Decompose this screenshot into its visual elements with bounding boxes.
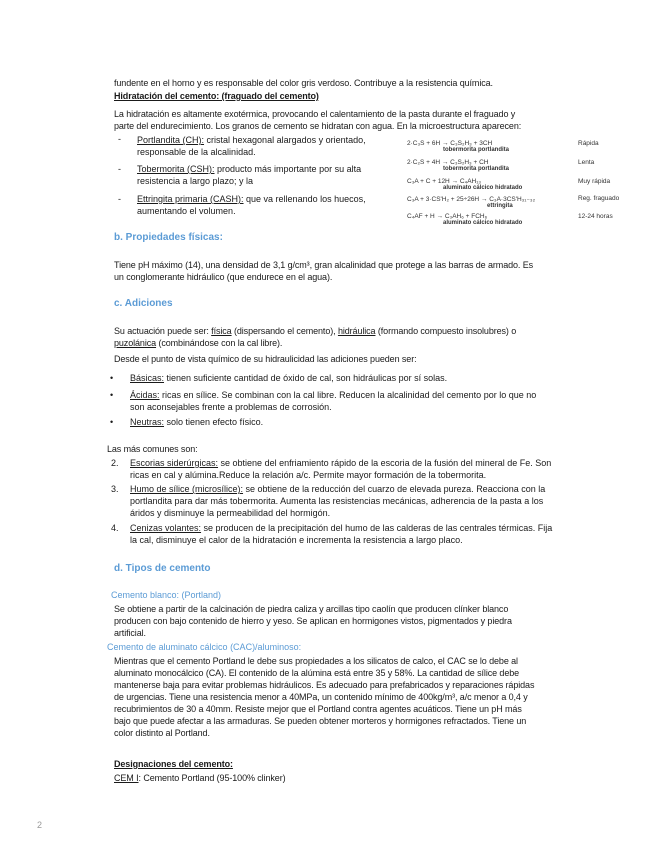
list-item-tobermorita: Tobermorita (CSH): producto más importante por su alta [137,164,362,174]
cemento-cac-line: bajo que puede afectar a las armaduras. Se pueden obtener morteros y hormigones refractados. Tiene un [114,716,527,726]
reaction-rate: Lenta [578,159,595,166]
reaction-products: aluminato cálcico hidratado [443,220,523,226]
bullet-dot: • [110,373,114,383]
reaction-equation: 2·C₃S + 6H → C₃S₂H₃ + 3CH [407,140,493,147]
reaction-equation: 2·C₂S + 4H → C₃S₂H₃ + CH [407,159,489,166]
reaction-row [407,178,619,185]
reaction-row [407,195,619,203]
reaction-products: aluminato cálcico hidratado [443,185,523,191]
bullet: - [118,134,121,144]
list-item-cenizas-cont: la cal, disminuye el calor de la hidratación e incrementa la resistencia a largo placo. [130,535,463,545]
hidratacion-para-line2: parte del endurecimiento. Los granos de cemento se hidratan con agua. En la microestructura aparecen: [114,121,522,131]
list-item-portlandita: Portlandita (CH): cristal hexagonal alargados y orientado, [137,135,366,145]
bullet-dot: • [110,417,114,427]
reaction-rate: Muy rápida [578,178,611,185]
adiciones-actuacion: Su actuación puede ser: física (dispersando el cemento), hidráulica (formando compuesto insolubres) o [114,326,517,336]
cemento-cac-line: Mientras que el cemento Portland le debe sus propiedades a los silicatos de calco, el CAC se lo debe al [114,656,518,666]
list-item-neutras: Neutras: solo tienen efecto físico. [130,417,264,427]
adiciones-heading: c. Adiciones [114,298,173,309]
list-item-humo-silice-cont: portlandita para dar más tobermorita. Aumenta las resistencias mecánicas, adherencia de la pasta a los [130,496,544,506]
cemento-cac-line: color distinto al Portland. [114,728,210,738]
reaction-products: tobermorita portlandita [443,166,510,172]
designaciones-heading: Designaciones del cemento: [114,759,233,769]
cemento-cac-line: recubrimientos de 30 a 40mm. Resiste mejor que el Portland contra agentes acuáticos. Tiene un pH más [114,704,522,714]
reaction-products: tobermorita portlandita [443,147,510,153]
cemento-blanco-title: Cemento blanco: (Portland) [111,590,222,600]
cemento-blanco-line: artificial. [114,628,146,638]
cemento-cac-line: aluminato monocálcico (CA). El contenido de la alúmina está entre 35 y 58%. La cantidad de sílice debe [114,668,520,678]
comunes-intro: Las más comunes son: [107,444,198,454]
hydration-reactions-table [407,140,619,226]
cemento-cac-line: mantenerse baja para evitar problemas hidráulicos. Es adecuado para prefabricados y reparaciones rápidas [114,680,535,690]
adiciones-actuacion-cont: puzolánica (combinándose con la cal libre). [114,338,283,348]
designacion-cem-i: CEM I: Cemento Portland (95-100% clinker) [114,773,286,783]
intro-line: fundente en el horno y es responsable del color gris verdoso. Contribuye a la resistencia química. [114,78,493,88]
reaction-products-row [407,220,619,226]
list-number: 2. [111,458,119,468]
bullet: - [118,164,121,174]
cemento-blanco-line: Se obtiene a partir de la calcinación de piedra caliza y arcillas tipo caolín que producen clínker blanco [114,604,509,614]
list-item-humo-silice: Humo de sílice (microsílice): se obtiene de la reducción del cuarzo de elevada pureza. Reacciona con la [130,484,546,494]
cemento-cac-line: de urgencias. Tiene una resistencia menor a 40MPa, un contenido mínimo de 400kg/m³, a/c menor a 0,4 y [114,692,528,702]
list-item-escorias: Escorias siderúrgicas: se obtiene del enfriamiento rápido de la escoria de la fusión del mineral de Fe. Son [130,458,552,468]
hidratacion-para-line1: La hidratación es altamente exotérmica, provocando el calentamiento de la pasta durante el fraguado y [114,109,516,119]
list-number: 4. [111,523,119,533]
cemento-blanco-line: producen con bajo contenido de hierro y yeso. Se aplican en hormigones vistos, pigmentados y piedra [114,616,512,626]
reaction-rate: Rápida [578,140,599,147]
list-item-humo-silice-cont2: áridos y disminuye la permeabilidad del hormigón. [130,508,331,518]
list-item-portlandita-cont: responsable de la alcalinidad. [137,147,256,157]
reaction-rate: 12-24 horas [578,213,613,220]
bullet-dot: • [110,390,114,400]
reaction-row [407,140,619,147]
reaction-row [407,213,619,220]
reaction-rate: Reg. fraguado [578,195,620,202]
list-item-cenizas: Cenizas volantes: se producen de la precipitación del humo de las calderas de las centrales térmicas. Fija [130,523,553,533]
tipos-cemento-heading: d. Tipos de cemento [114,563,211,574]
reaction-row [407,159,619,166]
page-number: 2 [37,820,43,830]
list-item-basicas: Básicas: tienen suficiente cantidad de óxido de cal, son hidráulicas por sí solas. [130,373,448,383]
reaction-equation: C₄AF + H → C₃AH₆ + FCH₆ [407,213,488,220]
propiedades-line1: Tiene pH máximo (14), una densidad de 3,1 g/cm³, gran alcalinidad que protege a las barras de armado. Es [114,260,534,270]
list-item-escorias-cont: ricas en cal y alúmina.Reduce la relación a/c. Permite mayor formación de la tobermorita. [130,470,487,480]
cemento-cac-title: Cemento de aluminato cálcico (CAC)/aluminoso: [107,642,302,652]
list-item-ettringita-cont: aumentando el volumen. [137,206,236,216]
reaction-equation: C₃A + C + 12H → C₄AH₁₃ [407,178,482,185]
list-item-tobermorita-cont: resistencia a largo plazo; y la [137,176,254,186]
reaction-equation: C₃A + 3·CS'H₂ + 25÷26H → C₃A·3CS'H₃₁₋₃₂ [407,196,536,203]
propiedades-heading: b. Propiedades físicas: [114,232,223,243]
reaction-products: ettringita [487,203,513,209]
bullet: - [118,194,121,204]
list-item-acidas: Ácidas: ricas en sílice. Se combinan con la cal libre. Reducen la alcalinidad del cemento por lo que no [130,390,537,400]
list-item-ettringita: Ettringita primaria (CASH): que va rellenando los huecos, [137,194,366,204]
list-item-acidas-cont: son aconsejables frente a problemas de corrosión. [130,402,332,412]
adiciones-desde: Desde el punto de vista químico de su hidraulicidad las adiciones pueden ser: [114,354,417,364]
list-number: 3. [111,484,119,494]
propiedades-line2: un conglomerante hidráulico (que endurece en el agua). [114,272,333,282]
hidratacion-heading: Hidratación del cemento: (fraguado del cemento) [114,91,319,101]
